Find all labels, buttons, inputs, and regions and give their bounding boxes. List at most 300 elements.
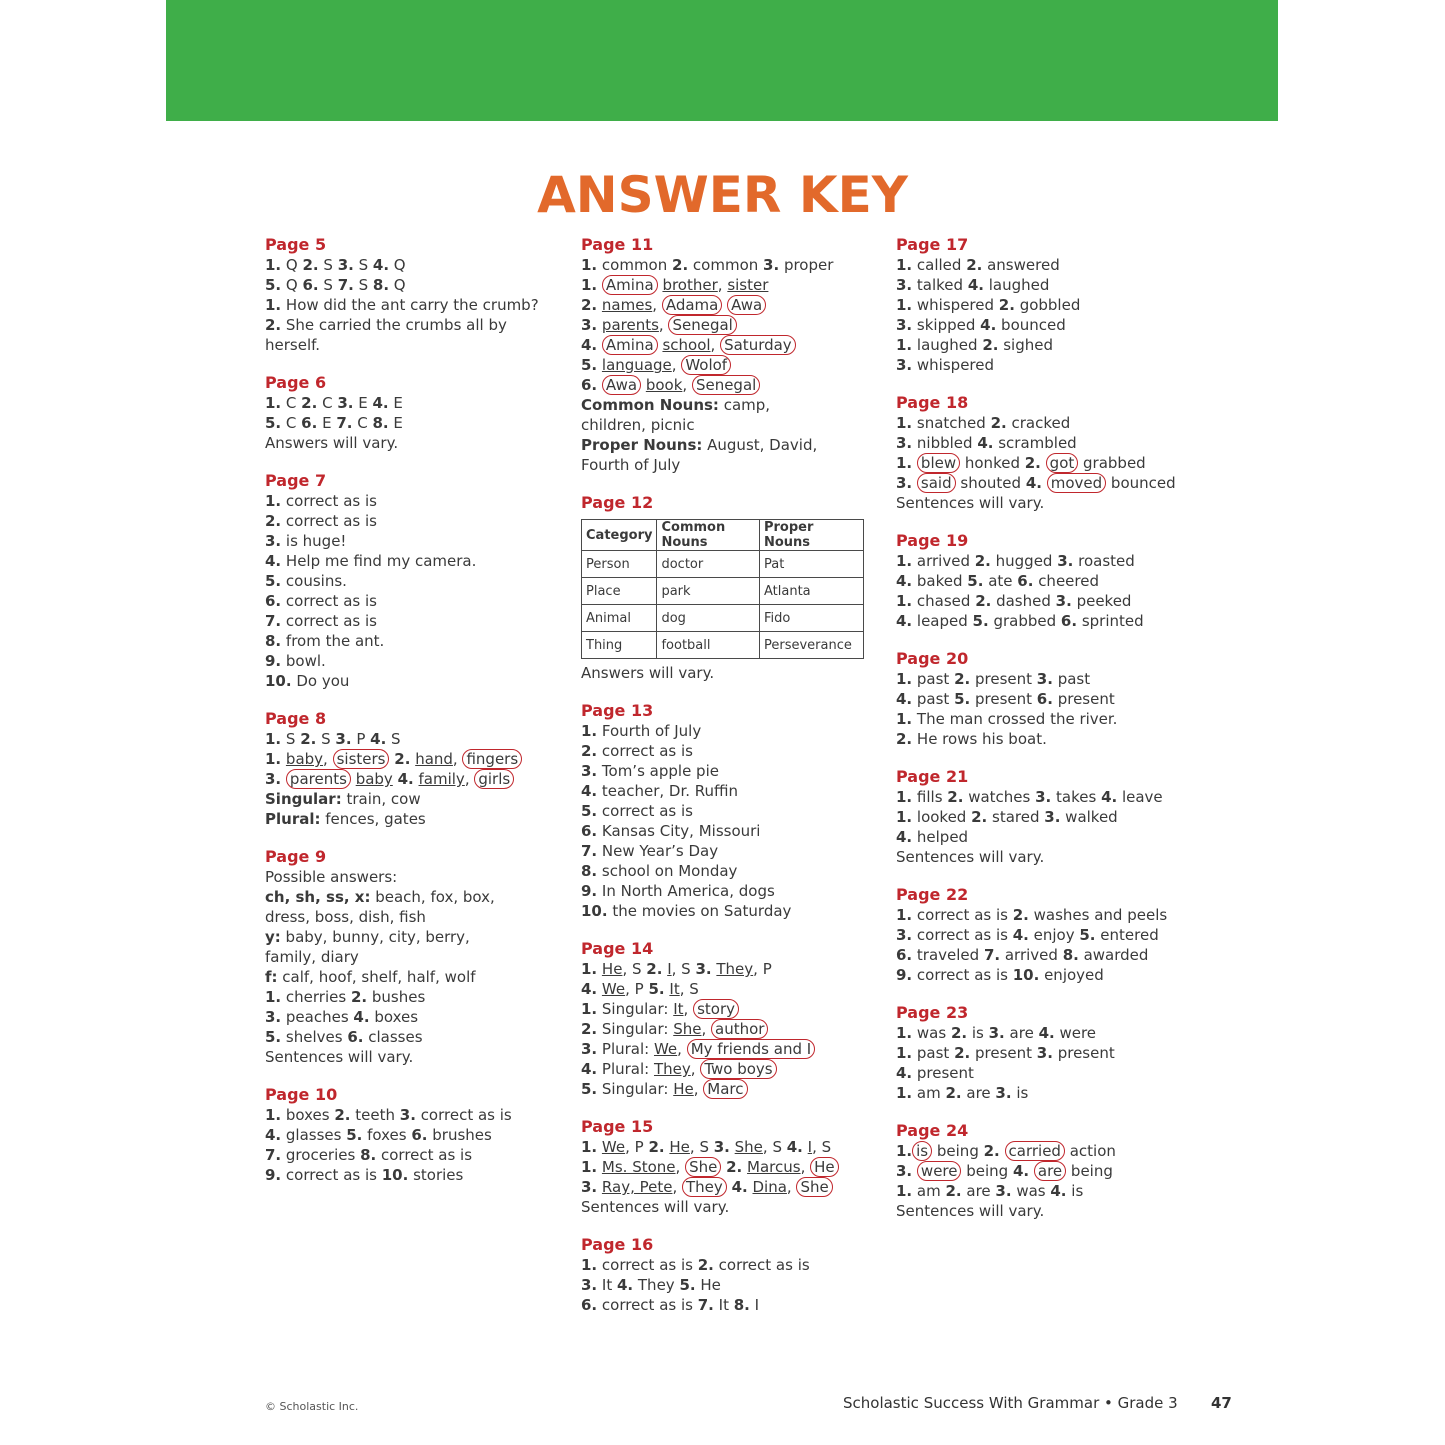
answer-text: Plural: xyxy=(597,1040,654,1058)
book-title: Scholastic Success With Grammar • Grade 3 xyxy=(843,1394,1178,1412)
answer-text: S xyxy=(386,730,401,748)
answer-line xyxy=(265,531,555,551)
page-heading: Page 7 xyxy=(265,471,327,490)
answer-text: called xyxy=(912,256,967,274)
answer-text: S xyxy=(316,730,336,748)
answer-text: 1. xyxy=(896,1024,913,1042)
answer-section xyxy=(581,493,881,683)
page-heading: Page 21 xyxy=(896,767,969,786)
answer-text: bushes xyxy=(367,988,426,1006)
answer-text: whispered xyxy=(912,356,995,374)
answer-line xyxy=(896,255,1196,275)
answer-text: 4. xyxy=(372,256,390,274)
answer-line xyxy=(581,1019,881,1039)
answer-line xyxy=(896,847,1196,867)
answer-line xyxy=(265,335,555,355)
answer-line xyxy=(896,473,1196,493)
answer-text: , xyxy=(677,1040,687,1058)
answer-text: 2. xyxy=(697,1256,714,1274)
answer-line xyxy=(896,709,1196,729)
table-cell: park xyxy=(657,578,760,605)
answer-line xyxy=(896,493,1196,513)
circled-word: blew xyxy=(917,453,960,473)
answer-line xyxy=(581,959,881,979)
answer-text: 1. xyxy=(265,730,282,748)
answer-text: 2. xyxy=(990,414,1007,432)
answer-text: hugged xyxy=(990,552,1058,570)
answer-text: is xyxy=(1066,1182,1084,1200)
answer-text: entered xyxy=(1095,926,1159,944)
answer-line xyxy=(581,395,881,415)
answer-line xyxy=(896,611,1196,631)
answer-line xyxy=(265,907,555,927)
answer-text: 8. xyxy=(265,632,282,650)
answer-text: 4. xyxy=(1025,474,1042,492)
table-row xyxy=(582,632,864,659)
page-heading: Page 22 xyxy=(896,885,969,904)
answer-text: Q xyxy=(389,276,406,294)
answer-text: ch, sh, ss, x: xyxy=(265,888,371,906)
underlined-word: She xyxy=(673,1020,702,1038)
answer-text: 2. xyxy=(954,670,971,688)
answer-text: 3. xyxy=(896,316,913,334)
answer-text: watches xyxy=(963,788,1036,806)
answer-line xyxy=(581,275,881,295)
answer-text: arrived xyxy=(912,552,975,570)
answer-text: S xyxy=(353,276,373,294)
answer-text: 5. xyxy=(1079,926,1096,944)
answer-section xyxy=(896,1003,1196,1103)
answer-text: 9. xyxy=(265,652,282,670)
answer-text: present xyxy=(970,670,1037,688)
answer-line xyxy=(581,881,881,901)
answer-text: Sentences will vary. xyxy=(896,494,1045,512)
answer-line xyxy=(896,807,1196,827)
answer-text: am xyxy=(912,1182,946,1200)
answer-line xyxy=(265,809,555,829)
answer-text: 10. xyxy=(265,672,292,690)
answer-text: 7. xyxy=(983,946,1001,964)
answer-text: Sentences will vary. xyxy=(896,1202,1045,1220)
answer-text: 1. xyxy=(896,1084,913,1102)
answer-text: 3. xyxy=(896,434,913,452)
page-number: 47 xyxy=(1211,1394,1232,1412)
answer-text: correct as is xyxy=(281,1166,382,1184)
answer-text: , xyxy=(710,336,721,354)
answer-text: Do you xyxy=(291,672,350,690)
answer-text: , xyxy=(682,376,692,394)
answer-text: 8. xyxy=(733,1296,750,1314)
answer-text: family, diary xyxy=(265,948,359,966)
answer-text: correct as is xyxy=(912,906,1013,924)
answer-text: 2. xyxy=(1024,454,1041,472)
answer-text: 4. xyxy=(372,394,389,412)
answer-text: How did the ant carry the crumb? xyxy=(281,296,539,314)
answer-text: 3. xyxy=(1035,788,1052,806)
answer-section xyxy=(581,1117,881,1217)
answer-text: 3. xyxy=(399,1106,416,1124)
answer-text: , xyxy=(701,1020,712,1038)
answer-text: 5. xyxy=(954,690,971,708)
answer-text: , xyxy=(683,1000,694,1018)
answer-line xyxy=(581,741,881,761)
answer-text: 6. xyxy=(581,822,598,840)
answer-line xyxy=(265,769,555,789)
answer-text: was xyxy=(1011,1182,1051,1200)
page-heading: Page 9 xyxy=(265,847,327,866)
header-banner xyxy=(166,0,1278,121)
table-header-cell: Proper Nouns xyxy=(759,520,863,551)
answer-text: 3. xyxy=(337,394,354,412)
answer-text: stared xyxy=(987,808,1045,826)
answer-text: leaped xyxy=(912,612,973,630)
answer-line xyxy=(265,571,555,591)
answer-text: 1. xyxy=(896,256,913,274)
underlined-word: He xyxy=(669,1138,690,1156)
answer-text: , xyxy=(800,1158,811,1176)
answer-text: Kansas City, Missouri xyxy=(597,822,761,840)
answer-text: 4. xyxy=(581,1060,598,1078)
answer-text: Tom’s apple pie xyxy=(597,762,719,780)
answer-text: 3. xyxy=(1057,552,1074,570)
answer-text xyxy=(1000,1142,1005,1160)
answer-text: 3. xyxy=(896,474,913,492)
answer-text: E xyxy=(353,394,373,412)
answer-text: 1. xyxy=(896,1044,913,1062)
answer-text: f: xyxy=(265,968,278,986)
answer-text: laughed xyxy=(912,336,983,354)
answer-line xyxy=(581,801,881,821)
answer-section xyxy=(265,373,555,453)
answer-text: is xyxy=(1011,1084,1029,1102)
table-header-cell: Common Nouns xyxy=(657,520,760,551)
answer-line xyxy=(896,551,1196,571)
answer-section xyxy=(265,471,555,691)
answer-text: 3. xyxy=(1055,592,1072,610)
answer-text: 10. xyxy=(1012,966,1040,984)
answer-text: 2. xyxy=(945,1182,962,1200)
answer-text: present xyxy=(912,1064,974,1082)
answer-text: 3. xyxy=(713,1138,730,1156)
answer-text: 1. xyxy=(581,1256,598,1274)
answer-section xyxy=(896,649,1196,749)
answer-text: leave xyxy=(1117,788,1163,806)
answer-line xyxy=(265,1007,555,1027)
answer-text: 9. xyxy=(896,966,913,984)
answer-text: herself. xyxy=(265,336,321,354)
answer-text: 4. xyxy=(581,336,598,354)
answer-line xyxy=(265,275,555,295)
answer-line xyxy=(581,1079,881,1099)
answer-text: , xyxy=(464,770,475,788)
answer-text: traveled xyxy=(912,946,984,964)
answer-text: helped xyxy=(912,828,969,846)
answer-text: shouted xyxy=(955,474,1026,492)
answer-text: 7. xyxy=(581,842,598,860)
answer-line xyxy=(896,1083,1196,1103)
answer-text: 1. xyxy=(265,296,282,314)
answer-text: New Year’s Day xyxy=(597,842,719,860)
answer-text: E xyxy=(388,414,403,432)
answer-text: , xyxy=(452,750,463,768)
answer-line xyxy=(581,415,881,435)
answer-text: , xyxy=(690,1060,701,1078)
answer-text: 1. xyxy=(581,960,598,978)
answer-text: calf, hoof, shelf, half, wolf xyxy=(277,968,476,986)
answer-text: stories xyxy=(408,1166,464,1184)
answer-text: were xyxy=(1054,1024,1097,1042)
answer-text: correct as is xyxy=(281,512,377,530)
answer-text: E xyxy=(317,414,337,432)
answer-text: 1. xyxy=(265,256,282,274)
answer-line xyxy=(581,781,881,801)
answer-text: 2. xyxy=(1012,906,1029,924)
answer-text: correct as is xyxy=(912,926,1013,944)
circled-word: Senegal xyxy=(668,315,736,335)
answer-text: 4. xyxy=(896,1064,913,1082)
answer-text: common xyxy=(688,256,764,274)
answer-text: grabbed xyxy=(988,612,1061,630)
circled-word: said xyxy=(917,473,956,493)
answer-text: 2. xyxy=(265,316,282,334)
answer-text: P xyxy=(351,730,371,748)
answer-text: baked xyxy=(912,572,968,590)
answer-text: 2. xyxy=(334,1106,351,1124)
answer-text: 1. xyxy=(581,256,598,274)
answer-text: 2. xyxy=(982,336,999,354)
answer-text: 4. xyxy=(896,612,913,630)
circled-word: Adama xyxy=(662,295,723,315)
answer-text: present xyxy=(1052,1044,1115,1062)
answer-text: 6. xyxy=(581,1296,598,1314)
answer-text: correct as is xyxy=(912,966,1013,984)
page-heading: Page 24 xyxy=(896,1121,969,1140)
answer-text: Singular: xyxy=(597,1080,674,1098)
answer-text: Common Nouns: xyxy=(581,396,719,414)
answer-line xyxy=(896,1201,1196,1221)
answer-text: 5. xyxy=(265,414,282,432)
answer-text: 2. xyxy=(646,960,663,978)
answer-text: honked xyxy=(960,454,1025,472)
answer-text: , xyxy=(323,750,333,768)
answer-text: correct as is xyxy=(281,612,377,630)
answer-line xyxy=(265,255,555,275)
answer-text: cherries xyxy=(281,988,351,1006)
underlined-word: We xyxy=(653,1040,678,1058)
answer-text: past xyxy=(912,670,955,688)
circled-word: Saturday xyxy=(720,335,796,355)
answer-text: 4. xyxy=(896,828,913,846)
answer-line xyxy=(896,905,1196,925)
circled-word: They xyxy=(682,1177,727,1197)
page-heading: Page 23 xyxy=(896,1003,969,1022)
answer-text: C xyxy=(281,394,302,412)
answer-text: , S xyxy=(812,1138,832,1156)
answer-line xyxy=(581,841,881,861)
answer-text: proper xyxy=(779,256,834,274)
answer-text: bounced xyxy=(996,316,1066,334)
answer-text: , S xyxy=(671,960,696,978)
answer-text: 5. xyxy=(265,572,282,590)
answer-text: 1. xyxy=(896,788,913,806)
answer-text: snatched xyxy=(912,414,991,432)
answer-text: 2. xyxy=(581,742,598,760)
answer-text: peaches xyxy=(281,1008,354,1026)
answer-line xyxy=(896,571,1196,591)
underlined-word: family xyxy=(418,770,465,788)
answer-text: 4. xyxy=(1012,926,1029,944)
answer-text: 4. xyxy=(397,770,414,788)
answer-text: looked xyxy=(912,808,972,826)
answer-text: 2. xyxy=(896,730,913,748)
answer-text: correct as is xyxy=(597,742,693,760)
answer-text: 2. xyxy=(648,1138,665,1156)
answer-line xyxy=(581,1039,881,1059)
answer-line xyxy=(896,315,1196,335)
answer-line xyxy=(581,1059,881,1079)
answer-text: 7. xyxy=(337,276,354,294)
answer-line xyxy=(581,761,881,781)
answer-text: Answers will vary. xyxy=(581,664,715,682)
answer-text: 5. xyxy=(265,1028,282,1046)
page-title: ANSWER KEY xyxy=(537,166,908,224)
answer-line xyxy=(896,945,1196,965)
answer-column-1 xyxy=(265,235,555,1203)
answer-text: 6. xyxy=(896,946,913,964)
answer-line xyxy=(581,721,881,741)
answer-text: present xyxy=(970,690,1037,708)
answer-text: 2. xyxy=(300,730,317,748)
answer-text: 1. xyxy=(896,454,913,472)
answer-text: 1. xyxy=(896,670,913,688)
underlined-word: We xyxy=(601,980,626,998)
answer-line xyxy=(896,433,1196,453)
answer-text: 9. xyxy=(265,1166,282,1184)
answer-text: 3. xyxy=(265,1008,282,1026)
answer-text: C xyxy=(317,394,338,412)
answer-text: 1. xyxy=(896,1182,913,1200)
page-heading: Page 10 xyxy=(265,1085,338,1104)
answer-column-2 xyxy=(581,235,881,1333)
table-cell: Atlanta xyxy=(759,578,863,605)
answer-text: 5. xyxy=(581,802,598,820)
answer-line xyxy=(896,1063,1196,1083)
answer-text: 2. xyxy=(950,1024,968,1042)
circled-word: She xyxy=(685,1157,721,1177)
underlined-word: It xyxy=(669,980,680,998)
answer-text: 2. xyxy=(983,1142,1000,1160)
underlined-word: names xyxy=(601,296,653,314)
answer-text: It xyxy=(713,1296,734,1314)
answer-line xyxy=(265,611,555,631)
page-heading: Page 15 xyxy=(581,1117,654,1136)
answer-text: 1. xyxy=(265,394,282,412)
page-heading: Page 18 xyxy=(896,393,969,412)
page-heading: Page 12 xyxy=(581,493,654,512)
table-cell: Person xyxy=(582,551,657,578)
answer-text: 2. xyxy=(971,808,988,826)
answer-line xyxy=(581,663,881,683)
answer-text: correct as is xyxy=(281,492,377,510)
circled-word: Two boys xyxy=(700,1059,776,1079)
answer-text: 1. xyxy=(265,750,282,768)
answer-line xyxy=(581,1157,881,1177)
answer-text: 2. xyxy=(945,1084,962,1102)
answer-text: gobbled xyxy=(1014,296,1081,314)
answer-text: 6. xyxy=(1017,572,1034,590)
answer-line xyxy=(896,355,1196,375)
answer-text: children, picnic xyxy=(581,416,695,434)
answer-text: , S xyxy=(762,1138,787,1156)
answer-line xyxy=(265,749,555,769)
answer-section xyxy=(581,939,881,1099)
underlined-word: Marcus xyxy=(747,1158,801,1176)
answer-text: chased xyxy=(912,592,976,610)
circled-word: sisters xyxy=(333,749,390,769)
answer-text: 3. xyxy=(988,1024,1005,1042)
circled-word: Amina xyxy=(602,335,658,355)
page-heading: Page 16 xyxy=(581,1235,654,1254)
answer-text: 6. xyxy=(411,1126,428,1144)
answer-text: 1. xyxy=(581,722,598,740)
page-heading: Page 14 xyxy=(581,939,654,958)
answer-text: 7. xyxy=(265,612,282,630)
circled-word: story xyxy=(693,999,739,1019)
page-heading: Page 19 xyxy=(896,531,969,550)
answer-text: 7. xyxy=(697,1296,714,1314)
underlined-word: baby xyxy=(285,750,324,768)
answer-text: am xyxy=(912,1084,946,1102)
answer-line xyxy=(265,987,555,1007)
underlined-word: I xyxy=(667,960,672,978)
answer-line xyxy=(896,453,1196,473)
answer-text: Plural: xyxy=(265,810,321,828)
answer-text: shelves xyxy=(281,1028,348,1046)
answer-text: 4. xyxy=(977,434,994,452)
answer-text: walked xyxy=(1060,808,1118,826)
answer-text: 9. xyxy=(581,882,598,900)
answer-text: Plural: xyxy=(597,1060,654,1078)
answer-text: 4. xyxy=(731,1178,748,1196)
answer-text: y: xyxy=(265,928,281,946)
underlined-word: It xyxy=(673,1000,684,1018)
answer-text: correct as is xyxy=(376,1146,473,1164)
answer-text: Fourth of July xyxy=(581,456,681,474)
answer-text: 3. xyxy=(896,926,913,944)
table-header-row xyxy=(582,520,864,551)
answer-line xyxy=(265,393,555,413)
underlined-word: hand xyxy=(415,750,453,768)
answer-text: nibbled xyxy=(912,434,978,452)
answer-text: Help me find my camera. xyxy=(281,552,477,570)
answer-line xyxy=(896,295,1196,315)
answer-text: Q xyxy=(389,256,406,274)
table-cell: doctor xyxy=(657,551,760,578)
circled-word: Amina xyxy=(602,275,658,295)
circled-word: My friends and I xyxy=(687,1039,815,1059)
underlined-word: parents xyxy=(601,316,659,334)
answer-line xyxy=(265,1105,555,1125)
answer-line xyxy=(265,729,555,749)
page-heading: Page 8 xyxy=(265,709,327,728)
answer-line xyxy=(265,671,555,691)
answer-text: past xyxy=(1052,670,1091,688)
answer-text: 2. xyxy=(581,296,598,314)
answer-text: 1. xyxy=(896,296,913,314)
circled-word: Senegal xyxy=(692,375,760,395)
answer-text: 3. xyxy=(337,256,354,274)
underlined-word: Dina xyxy=(752,1178,787,1196)
